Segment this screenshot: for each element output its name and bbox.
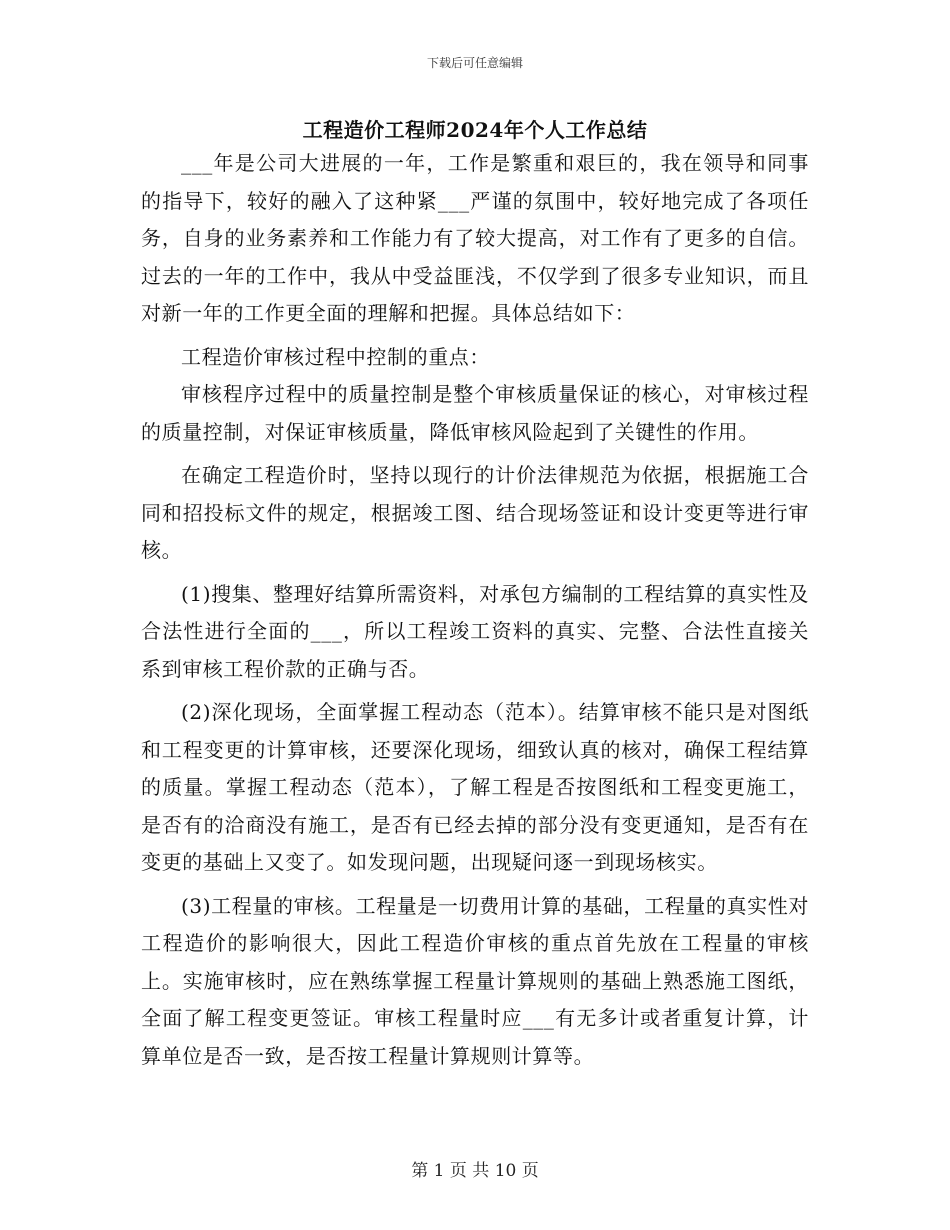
paragraph-item-2: (2)深化现场，全面掌握工程动态（范本）。结算审核不能只是对图纸和工程变更的计算审核，还要深化现场，细致认真的核对，确保工程结算的质量。掌握工程动态（范本），了解工程是否按图纸和工程变更施工，是否有的洽商没有施工，是否有已经去掉的部分没有变更通知，是否有在变更的基础上又变了。如发现问题，出现疑问逐一到现场核实。 <box>141 700 809 874</box>
paragraph-item-1: (1)搜集、整理好结算所需资料，对承包方编制的工程结算的真实性及合法性进行全面的___，所以工程竣工资料的真实、完整、合法性直接关系到审核工程价款的正确与否。 <box>141 581 809 681</box>
document-title: 工程造价工程师2024年个人工作总结 <box>302 118 648 142</box>
paragraph-intro: ___年是公司大进展的一年，工作是繁重和艰巨的，我在领导和同事的指导下，较好的融入了这种紧___严谨的氛围中，较好地完成了各项任务，自身的业务素养和工作能力有了较大提高，对工作有了更多的自信。过去的一年的工作中，我从中受益匪浅，不仅学到了很多专业知识，而且对新一年的工作更全面的理解和把握。具体总结如下： <box>141 151 809 325</box>
page-number: 第 1 页 共 10 页 <box>411 1161 539 1181</box>
paragraph-pricing-basis: 在确定工程造价时，坚持以现行的计价法律规范为依据，根据施工合同和招投标文件的规定，根据竣工图、结合现场签证和设计变更等进行审核。 <box>141 463 809 562</box>
paragraph-heading-key-points: 工程造价审核过程中控制的重点： <box>181 344 490 369</box>
paragraph-item-3: (3)工程量的审核。工程量是一切费用计算的基础，工程量的真实性对工程造价的影响很大，因此工程造价审核的重点首先放在工程量的审核上。实施审核时，应在熟练掌握工程量计算规则的基础上熟悉施工图纸，全面了解工程变更签证。审核工程量时应___有无多计或者重复计算，计算单位是否一致，是否按工程量计算规则计算等。 <box>141 893 809 1068</box>
header-note: 下载后可任意编辑 <box>426 56 523 70</box>
paragraph-quality-control: 审核程序过程中的质量控制是整个审核质量保证的核心，对审核过程的质量控制，对保证审核质量，降低审核风险起到了关键性的作用。 <box>141 382 809 444</box>
document-body <box>141 145 809 1081</box>
